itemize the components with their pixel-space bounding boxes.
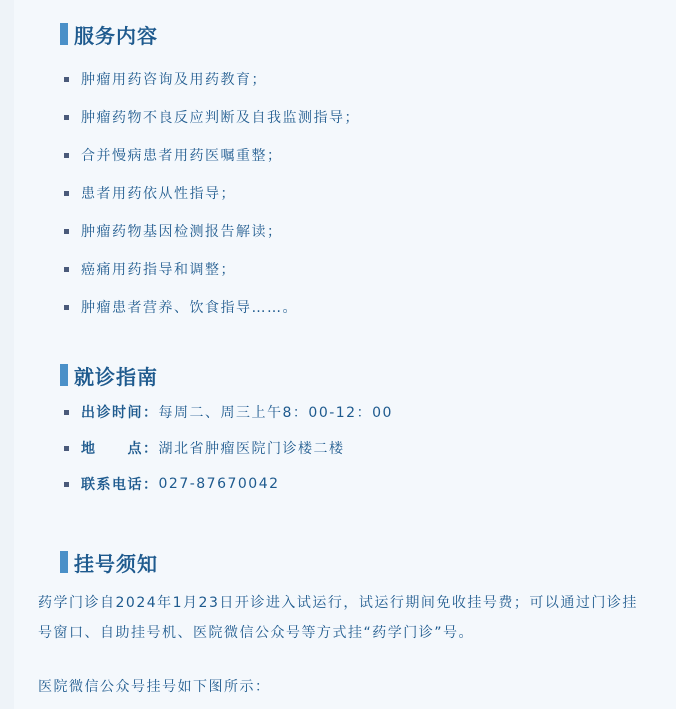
registration-heading	[60, 550, 158, 574]
visit-time-label: 出诊时间：	[81, 405, 159, 421]
visit-time-row	[64, 394, 393, 430]
article	[14, 0, 676, 709]
heading-accent-bar	[60, 551, 68, 573]
guide-heading	[60, 363, 158, 387]
bullet-icon	[64, 229, 69, 234]
bullet-icon	[64, 410, 69, 415]
bullet-icon	[64, 191, 69, 196]
list-item: 肿瘤药物基因检测报告解读；	[64, 212, 360, 250]
bullet-icon	[64, 153, 69, 158]
bullet-icon	[64, 446, 69, 451]
location-value: 湖北省肿瘤医院门诊楼二楼	[158, 441, 345, 457]
services-heading	[60, 22, 158, 46]
heading-accent-bar	[60, 23, 68, 45]
phone-label: 联系电话：	[81, 477, 159, 493]
registration-title: 挂号须知	[74, 551, 158, 576]
guide-title: 就诊指南	[74, 364, 158, 389]
location-row	[64, 430, 393, 466]
services-list	[64, 60, 360, 326]
heading-accent-bar	[60, 364, 68, 386]
guide-list	[64, 394, 393, 502]
list-item: 患者用药依从性指导；	[64, 174, 360, 212]
bullet-icon	[64, 482, 69, 487]
location-label: 地 点：	[81, 441, 159, 457]
list-item: 癌痛用药指导和调整；	[64, 250, 360, 288]
registration-note: 医院微信公众号挂号如下图所示：	[38, 679, 271, 695]
registration-paragraph: 药学门诊自2024年1月23日开诊进入试运行，试运行期间免收挂号费；可以通过门诊挂号窗口、自助挂号机、医院微信公众号等方式挂“药学门诊”号。	[38, 595, 638, 641]
visit-time-value: 每周二、周三上午8：00-12：00	[158, 405, 393, 421]
bullet-icon	[64, 305, 69, 310]
services-title: 服务内容	[74, 23, 158, 48]
phone-value: 027-87670042	[158, 476, 280, 492]
bullet-icon	[64, 77, 69, 82]
list-item: 肿瘤用药咨询及用药教育；	[64, 60, 360, 98]
bullet-icon	[64, 115, 69, 120]
list-item: 肿瘤患者营养、饮食指导……。	[64, 288, 360, 326]
phone-row	[64, 466, 393, 502]
bullet-icon	[64, 267, 69, 272]
list-item: 合并慢病患者用药医嘱重整；	[64, 136, 360, 174]
list-item: 肿瘤药物不良反应判断及自我监测指导；	[64, 98, 360, 136]
